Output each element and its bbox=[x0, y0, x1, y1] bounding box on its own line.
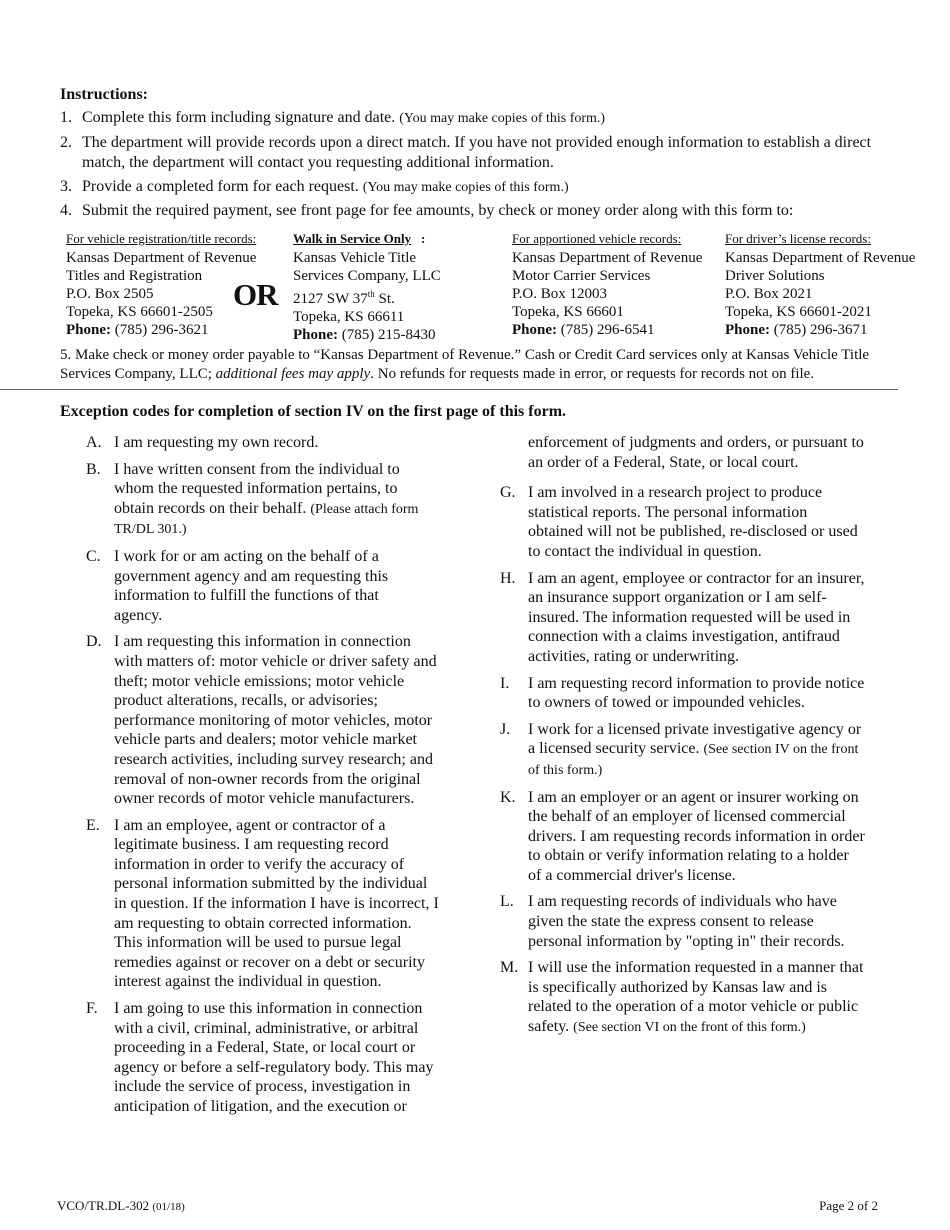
exception-letter: F. bbox=[86, 1000, 98, 1018]
form-id-text: VCO/TR.DL-302 bbox=[57, 1198, 150, 1213]
address-header: For apportioned vehicle records: bbox=[512, 231, 682, 246]
exception-letter: A. bbox=[86, 434, 102, 451]
phone-number: (785) 215-8430 bbox=[341, 327, 436, 343]
instruction-item bbox=[60, 133, 900, 173]
instruction-text: Submit the required payment, see front page for fee amounts, by check or money order along with this form to: bbox=[82, 202, 794, 219]
exception-codes-title: Exception codes for completion of section IV on the first page of this form. bbox=[60, 403, 567, 420]
phone-label: Phone: bbox=[293, 327, 338, 343]
phone-line bbox=[512, 321, 702, 339]
address-line: P.O. Box 2021 bbox=[725, 286, 813, 302]
exception-item-c bbox=[86, 547, 406, 625]
exception-letter: M. bbox=[500, 959, 519, 977]
exception-letter: G. bbox=[500, 484, 516, 502]
instruction-number: 2. bbox=[60, 134, 72, 151]
address-header: For vehicle registration/title records: bbox=[66, 231, 257, 246]
exception-item-a bbox=[86, 433, 441, 453]
instruction-number: 4. bbox=[60, 202, 72, 219]
payment-note bbox=[60, 346, 900, 384]
address-line: Kansas Department of Revenue bbox=[512, 250, 703, 266]
address-block-apportioned bbox=[512, 230, 702, 339]
phone-label: Phone: bbox=[66, 322, 111, 338]
exception-text: I am requesting record information to provide notice to owners of towed or impounded vehicles. bbox=[528, 674, 865, 712]
phone-line bbox=[66, 321, 256, 339]
exception-item-i bbox=[500, 674, 865, 713]
address-header-text: Walk in Service Only bbox=[293, 231, 412, 246]
phone-label: Phone: bbox=[512, 322, 557, 338]
address-header: For driver’s license records: bbox=[725, 231, 871, 246]
exception-text: I am involved in a research project to produce statistical reports. The personal information obtained will not be published, re-disclosed or used to contact the individual in question. bbox=[528, 484, 858, 560]
phone-line bbox=[725, 321, 915, 339]
ordinal-suffix: th bbox=[367, 289, 375, 299]
instruction-number: 3. bbox=[60, 178, 72, 195]
exception-text: I am requesting my own record. bbox=[114, 434, 319, 451]
exception-text: I am requesting this information in connection with matters of: motor vehicle or driver safety and theft; motor vehicle emissions; motor vehicle product alterations, recalls, or advisories; performance monitoring of motor vehicles, motor vehicle parts and dealers; motor vehicle market research activities, including survey research; and removal of non-owner records from the original owner records of motor vehicle manufacturers. bbox=[114, 633, 437, 808]
exception-item-l bbox=[500, 892, 865, 951]
instruction-note: (You may make copies of this form.) bbox=[362, 180, 569, 195]
exception-text: I am requesting records of individuals who have given the state the express consent to release personal information by "opting in" their records. bbox=[528, 893, 845, 950]
instruction-text: Complete this form including signature and date. bbox=[82, 109, 396, 126]
exception-item-g bbox=[500, 483, 865, 561]
phone-number: (785) 296-6541 bbox=[560, 322, 655, 338]
address-line: Titles and Registration bbox=[66, 268, 203, 284]
payment-note-text: 5. Make check or money order payable to “Kansas Department of Revenue.” Cash or Credit Card services only at Kansas Vehicle Title Services Company, LLC; bbox=[60, 347, 870, 382]
exception-letter: L. bbox=[500, 893, 514, 911]
form-id bbox=[57, 1198, 185, 1214]
instruction-text: The department will provide records upon a direct match. If you have not provided enough information to establish a direct match, the department will contact you requesting additional information. bbox=[82, 134, 872, 171]
address-line: Kansas Vehicle Title bbox=[293, 250, 417, 266]
exception-letter: H. bbox=[500, 569, 516, 587]
payment-note-suffix: . No refunds for requests made in error, or requests for records not on file. bbox=[370, 366, 815, 382]
instruction-number: 1. bbox=[60, 109, 72, 126]
exception-text: I have written consent from the individual to whom the requested information pertains, to obtain records on their behalf. bbox=[114, 460, 400, 517]
exception-text: I am an agent, employee or contractor for an insurer, an insurance support organization or I am self- insured. The information requested will be used in connection with a claims investigation, antifraud activities, rating or underwriting. bbox=[528, 569, 865, 665]
address-line: Topeka, KS 66601-2021 bbox=[725, 304, 872, 320]
exception-item-b bbox=[86, 460, 441, 540]
address-line bbox=[293, 285, 441, 308]
exception-item-d bbox=[86, 632, 441, 808]
exception-note: (Please attach form TR/DL 301.) bbox=[114, 501, 419, 538]
address-header-suffix: : bbox=[421, 231, 426, 246]
address-line: Topeka, KS 66611 bbox=[293, 309, 405, 325]
instruction-note: (You may make copies of this form.) bbox=[399, 111, 606, 126]
phone-number: (785) 296-3671 bbox=[773, 322, 868, 338]
exception-item-m bbox=[500, 958, 865, 1037]
exception-item-f-continued bbox=[500, 433, 865, 472]
exception-letter: J. bbox=[500, 720, 511, 738]
address-block-registration bbox=[66, 230, 256, 339]
address-block-walk-in bbox=[293, 230, 441, 344]
street-suffix: St. bbox=[374, 291, 395, 307]
instruction-item bbox=[60, 201, 900, 221]
exception-letter: C. bbox=[86, 547, 101, 565]
exception-item-h bbox=[500, 569, 865, 667]
exception-item-e bbox=[86, 816, 441, 992]
instruction-text: Provide a completed form for each request. bbox=[82, 178, 359, 195]
instruction-item bbox=[60, 177, 900, 198]
phone-line bbox=[293, 326, 441, 344]
address-line: Motor Carrier Services bbox=[512, 268, 651, 284]
exception-letter: K. bbox=[500, 788, 516, 806]
address-line: Topeka, KS 66601 bbox=[512, 304, 624, 320]
exception-column-left bbox=[86, 433, 441, 1124]
address-line: P.O. Box 12003 bbox=[512, 286, 608, 302]
address-header bbox=[293, 230, 441, 248]
exception-text: I am an employer or an agent or insurer working on the behalf of an employer of licensed commercial drivers. I am requesting records information in order to obtain or verify information relating to a holder of a commercial driver's license. bbox=[528, 788, 865, 884]
instructions-title: Instructions: bbox=[60, 86, 149, 103]
address-line: Driver Solutions bbox=[725, 268, 825, 284]
exception-letter: D. bbox=[86, 633, 102, 651]
address-line: Services Company, LLC bbox=[293, 268, 441, 284]
exception-text: I work for or am acting on the behalf of a government agency and am requesting this information to fulfill the functions of that agency. bbox=[114, 547, 389, 624]
exception-text: I work for a licensed private investigative agency or a licensed security service. bbox=[528, 720, 862, 758]
phone-label: Phone: bbox=[725, 322, 770, 338]
exception-text-continued: enforcement of judgments and orders, or pursuant to an order of a Federal, State, or local court. bbox=[528, 434, 864, 471]
exception-letter: E. bbox=[86, 816, 100, 834]
address-line: P.O. Box 2505 bbox=[66, 286, 154, 302]
address-line: Topeka, KS 66601-2505 bbox=[66, 304, 213, 320]
exception-item-j bbox=[500, 720, 865, 781]
exception-note: (See section IV on the front of this form.) bbox=[528, 742, 859, 778]
exception-note: (See section VI on the front of this form.) bbox=[573, 1020, 806, 1036]
street-text: 2127 SW 37 bbox=[293, 291, 368, 307]
exception-text: I am an employee, agent or contractor of a legitimate business. I am requesting record information in order to verify the accuracy of personal information submitted by the individual in question. If the information I have is incorrect, I am requesting to obtain corrected information. This information will be used to pursue legal remedies against or recover on a debt or security interest against the individual in question. bbox=[114, 816, 439, 991]
exception-letter: I. bbox=[500, 674, 510, 692]
instruction-item bbox=[60, 108, 900, 129]
exception-text: I will use the information requested in a manner that is specifically authorized by Kansas law and is related to the operation of a motor vehicle or public safety. bbox=[528, 959, 864, 1036]
exception-item-f bbox=[86, 999, 441, 1117]
address-line: Kansas Department of Revenue bbox=[725, 250, 916, 266]
phone-number: (785) 296-3621 bbox=[114, 322, 209, 338]
exception-letter: B. bbox=[86, 460, 101, 478]
exception-column-right bbox=[500, 433, 865, 1045]
or-separator: OR bbox=[233, 277, 278, 312]
address-block-drivers-license bbox=[725, 230, 915, 339]
payment-note-italic: additional fees may apply bbox=[215, 366, 371, 382]
page-number: Page 2 of 2 bbox=[819, 1198, 878, 1213]
section-divider bbox=[0, 389, 898, 390]
address-line: Kansas Department of Revenue bbox=[66, 250, 257, 266]
exception-item-k bbox=[500, 788, 865, 886]
exception-text: I am going to use this information in connection with a civil, criminal, administrative, or arbitral proceeding in a Federal, State, or local court or agency or before a self-regulatory body. This may include the service of process, investigation in anticipation of litigation, and the execution or bbox=[114, 1000, 434, 1115]
form-date: (01/18) bbox=[152, 1201, 185, 1213]
